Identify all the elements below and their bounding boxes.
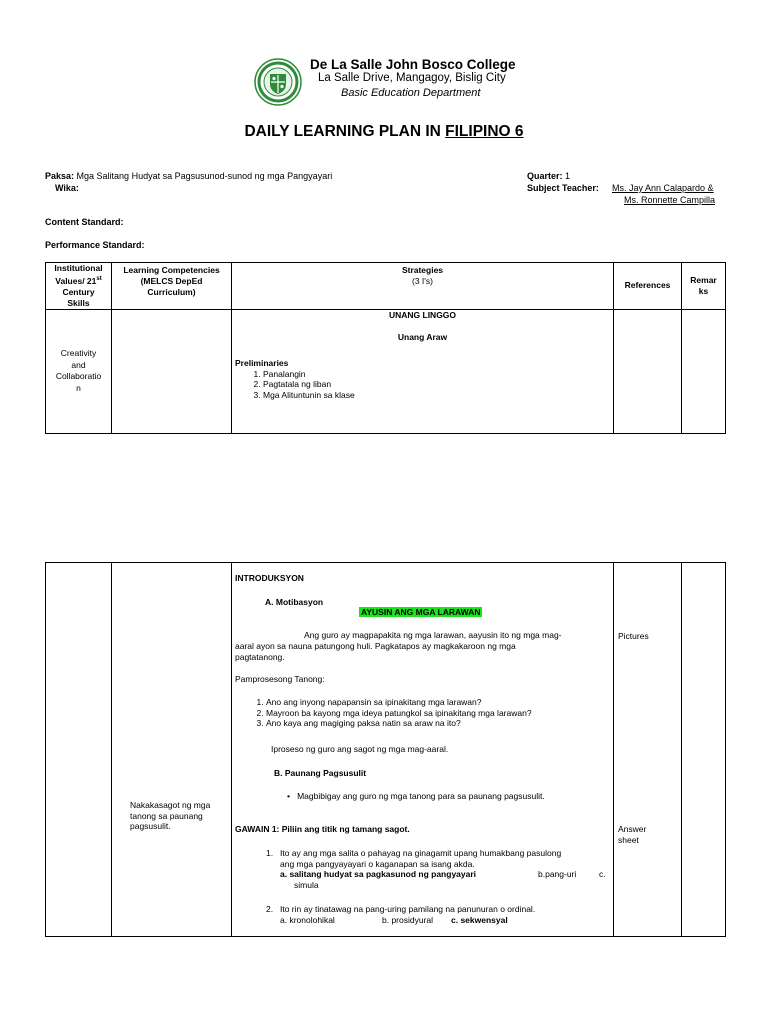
teacher-label: Subject Teacher: — [527, 183, 599, 193]
school-name: De La Salle John Bosco College — [310, 57, 516, 72]
preliminaries-list — [235, 369, 610, 401]
content-standard-label: Content Standard: — [45, 217, 124, 227]
quarter-label: Quarter: — [527, 171, 563, 181]
questions-list — [250, 697, 605, 729]
item-2-choice-a: a. kronolohikal — [280, 915, 335, 925]
header-competencies: Learning Competencies (MELCS DepEd Curriculum) — [112, 263, 232, 310]
table-row — [46, 309, 726, 433]
item-1-line-2: ang mga pangyayayari o kaganapan sa isang akda. — [280, 859, 475, 869]
header-values: Institutional Values/ 21st Century Skills — [46, 263, 112, 310]
item-1-line-1: Ito ay ang mga salita o pahayag na ginagamit upang humakbang pasulong — [280, 848, 562, 858]
quarter-line — [527, 170, 570, 182]
item-2-number: 2. — [266, 904, 274, 914]
list-item: 2. Mayroon ba kayong mga ideya patungkol sa ipinakitang mga larawan? — [266, 708, 605, 719]
school-address: La Salle Drive, Mangagoy, Bislig City — [318, 72, 506, 84]
paksa-label: Paksa: — [45, 171, 75, 181]
wika-label: Wika: — [55, 183, 79, 193]
strategies-cell — [232, 309, 614, 433]
quarter-value: 1 — [562, 171, 571, 181]
gawain-heading: GAWAIN 1: Piliin ang titik ng tamang sagot. — [235, 824, 410, 834]
paragraph-line-1: Ang guro ay magpapakita ng mga larawan, aayusin ito ng mga mag- — [304, 630, 562, 640]
item-2-choice-b: b. prosidyural — [382, 915, 434, 925]
header-references: References — [614, 263, 682, 310]
table-row — [46, 563, 726, 937]
values-cell: Creativity and Collaboratio n — [46, 309, 112, 433]
values-cell — [46, 563, 112, 937]
wika-line — [55, 182, 79, 194]
list-item: 1. Panalangin — [263, 369, 610, 380]
references-cell — [614, 309, 682, 433]
bullet-icon: • — [287, 791, 290, 801]
week-label: UNANG LINGGO — [388, 309, 457, 320]
list-item: 3. Ano kaya ang magiging paksa natin sa araw na ito? — [266, 718, 605, 729]
references-cell — [614, 563, 682, 937]
competency-text: Nakakasagot ng mga tanong sa paunang pagsusulit. — [130, 800, 211, 831]
paunang-heading: B. Paunang Pagsusulit — [274, 768, 367, 778]
introduksyon-heading: INTRODUKSYON — [235, 573, 304, 583]
item-1-choice-c: c. — [599, 869, 606, 879]
highlight-label: AYUSIN ANG MGA LARAWAN — [361, 607, 481, 617]
header-remarks: Remar ks — [682, 263, 726, 310]
paksa-value: Mga Salitang Hudyat sa Pagsusunod-sunod ng mga Pangyayari — [74, 171, 333, 181]
list-item: 3. Mga Alituntunin sa klase — [263, 390, 610, 401]
item-1-choice-c-text: simula — [294, 880, 319, 890]
item-2-choice-c: c. sekwensyal — [451, 915, 508, 925]
performance-standard-label: Performance Standard: — [45, 240, 145, 250]
paragraph-line-3: pagtatanong. — [235, 652, 285, 662]
teacher-name-1: Ms. Jay Ann Calapardo & — [612, 183, 714, 193]
school-department: Basic Education Department — [341, 87, 481, 99]
title-subject: FILIPINO 6 — [445, 123, 524, 140]
paragraph-line-2: aaral ayon sa nauna patungong huli. Pagkatapos ay magkakaroon ng mga — [235, 641, 516, 651]
competency-cell — [112, 563, 232, 937]
remarks-cell — [682, 563, 726, 937]
lesson-plan-table-2 — [45, 562, 726, 937]
reference-answer-sheet: Answer sheet — [618, 824, 647, 845]
competency-cell — [112, 309, 232, 433]
title-prefix: DAILY LEARNING PLAN IN — [244, 123, 446, 140]
school-seal-logo — [254, 58, 302, 106]
item-1-number: 1. — [266, 848, 274, 858]
day-label: Unang Araw — [397, 331, 448, 342]
remarks-cell — [682, 309, 726, 433]
lesson-plan-table-1 — [45, 262, 726, 434]
pamprosesong-label: Pamprosesong Tanong: — [235, 674, 325, 684]
item-2-line-1: Ito rin ay tinatawag na pang-uring pamilang na panunuran o ordinal. — [280, 904, 536, 914]
paksa-line — [45, 170, 332, 182]
table-header-row — [46, 263, 726, 310]
preliminaries-heading: Preliminaries — [235, 357, 289, 368]
reference-pictures: Pictures — [618, 631, 649, 641]
teacher-name-2: Ms. Ronnette Campilla — [624, 195, 716, 205]
iproseso-text: Iproseso ng guro ang sagot ng mga mag-aaral. — [271, 744, 449, 754]
list-item: 2. Pagtatala ng liban — [263, 379, 610, 390]
bullet-item: • Magbibigay ang guro ng mga tanong para sa paunang pagsusulit. — [287, 791, 545, 801]
motibasyon-heading: A. Motibasyon — [265, 597, 324, 607]
item-1-choice-a: a. salitang hudyat sa pagkasunod ng pangyayari — [280, 869, 477, 879]
header-strategies: Strategies (3 I's) — [232, 263, 614, 310]
strategies-cell — [232, 563, 614, 937]
list-item: 1. Ano ang inyong napapansin sa ipinakitang mga larawan? — [266, 697, 605, 708]
item-1-choice-b: b.pang-uri — [538, 869, 577, 879]
document-title — [0, 123, 768, 141]
